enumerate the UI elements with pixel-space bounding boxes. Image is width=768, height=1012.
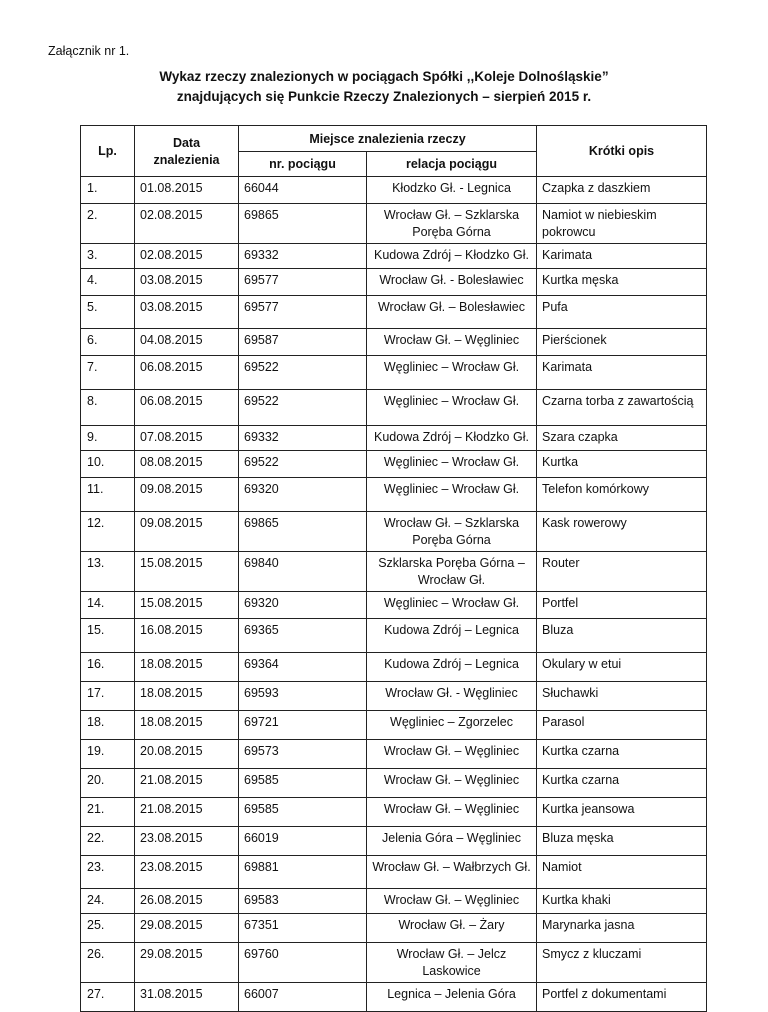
row-description: Portfel (537, 592, 707, 619)
table-row (81, 204, 707, 244)
row-route: Wrocław Gł. – Wałbrzych Gł. (367, 856, 537, 889)
row-train-number: 69522 (239, 451, 367, 478)
row-date: 06.08.2015 (135, 356, 239, 390)
table-row (81, 329, 707, 356)
row-description: Czarna torba z zawartością (537, 390, 707, 426)
row-route: Kudowa Zdrój – Legnica (367, 619, 537, 653)
table-row (81, 711, 707, 740)
row-train-number: 69587 (239, 329, 367, 356)
row-number: 25. (81, 914, 135, 943)
row-route: Wrocław Gł. – Węgliniec (367, 889, 537, 914)
row-number: 23. (81, 856, 135, 889)
row-train-number: 66007 (239, 983, 367, 1012)
row-route: Kłodzko Gł. - Legnica (367, 177, 537, 204)
row-date: 08.08.2015 (135, 451, 239, 478)
lost-items-table (80, 125, 707, 1012)
row-date: 15.08.2015 (135, 552, 239, 592)
row-date: 29.08.2015 (135, 943, 239, 983)
row-description: Parasol (537, 711, 707, 740)
row-description: Kurtka khaki (537, 889, 707, 914)
row-date: 29.08.2015 (135, 914, 239, 943)
row-date: 09.08.2015 (135, 478, 239, 512)
row-train-number: 69721 (239, 711, 367, 740)
row-train-number: 69320 (239, 478, 367, 512)
row-date: 02.08.2015 (135, 244, 239, 269)
table-row (81, 356, 707, 390)
row-number: 10. (81, 451, 135, 478)
row-route: Wrocław Gł. – Węgliniec (367, 740, 537, 769)
row-date: 01.08.2015 (135, 177, 239, 204)
row-route: Legnica – Jelenia Góra (367, 983, 537, 1012)
row-date: 21.08.2015 (135, 798, 239, 827)
table-row (81, 769, 707, 798)
row-number: 1. (81, 177, 135, 204)
row-date: 23.08.2015 (135, 856, 239, 889)
row-number: 8. (81, 390, 135, 426)
row-train-number: 69522 (239, 356, 367, 390)
table-row (81, 451, 707, 478)
row-number: 15. (81, 619, 135, 653)
table-row (81, 619, 707, 653)
table-row (81, 552, 707, 592)
table-row (81, 682, 707, 711)
row-route: Węgliniec – Wrocław Gł. (367, 451, 537, 478)
row-number: 26. (81, 943, 135, 983)
row-route: Wrocław Gł. – Węgliniec (367, 329, 537, 356)
row-route: Węgliniec – Wrocław Gł. (367, 356, 537, 390)
header-train-number: nr. pociągu (239, 152, 367, 177)
row-number: 22. (81, 827, 135, 856)
table-row (81, 426, 707, 451)
row-date: 06.08.2015 (135, 390, 239, 426)
row-route: Kudowa Zdrój – Kłodzko Gł. (367, 244, 537, 269)
row-description: Karimata (537, 356, 707, 390)
row-description: Bluza (537, 619, 707, 653)
row-number: 2. (81, 204, 135, 244)
table-row (81, 478, 707, 512)
row-route: Jelenia Góra – Węgliniec (367, 827, 537, 856)
row-description: Namiot w niebieskim pokrowcu (537, 204, 707, 244)
annex-label: Załącznik nr 1. (48, 44, 130, 58)
row-route: Węgliniec – Wrocław Gł. (367, 478, 537, 512)
table-row (81, 889, 707, 914)
row-train-number: 66044 (239, 177, 367, 204)
row-date: 16.08.2015 (135, 619, 239, 653)
row-description: Pufa (537, 296, 707, 329)
row-description: Pierścionek (537, 329, 707, 356)
row-train-number: 69332 (239, 244, 367, 269)
row-description: Telefon komórkowy (537, 478, 707, 512)
row-train-number: 69320 (239, 592, 367, 619)
row-number: 27. (81, 983, 135, 1012)
row-route: Węgliniec – Wrocław Gł. (367, 390, 537, 426)
row-route: Wrocław Gł. – Żary (367, 914, 537, 943)
table-row (81, 914, 707, 943)
row-description: Marynarka jasna (537, 914, 707, 943)
table-row (81, 798, 707, 827)
row-route: Wrocław Gł. - Węgliniec (367, 682, 537, 711)
row-train-number: 69365 (239, 619, 367, 653)
row-route: Wrocław Gł. – Węgliniec (367, 769, 537, 798)
row-description: Słuchawki (537, 682, 707, 711)
row-description: Okulary w etui (537, 653, 707, 682)
row-number: 17. (81, 682, 135, 711)
row-date: 26.08.2015 (135, 889, 239, 914)
row-description: Kurtka męska (537, 269, 707, 296)
row-description: Kask rowerowy (537, 512, 707, 552)
row-number: 13. (81, 552, 135, 592)
row-number: 16. (81, 653, 135, 682)
document-title-line-2: znajdujących się Punkcie Rzeczy Znalezionych – sierpień 2015 r. (176, 89, 592, 104)
row-date: 02.08.2015 (135, 204, 239, 244)
row-number: 11. (81, 478, 135, 512)
table-row (81, 269, 707, 296)
row-train-number: 69364 (239, 653, 367, 682)
row-date: 23.08.2015 (135, 827, 239, 856)
row-train-number: 69522 (239, 390, 367, 426)
row-train-number: 69577 (239, 269, 367, 296)
table-row (81, 592, 707, 619)
row-route: Wrocław Gł. – Bolesławiec (367, 296, 537, 329)
row-route: Wrocław Gł. – Szklarska Poręba Górna (367, 512, 537, 552)
table-row (81, 983, 707, 1012)
row-train-number: 67351 (239, 914, 367, 943)
row-number: 6. (81, 329, 135, 356)
row-train-number: 69881 (239, 856, 367, 889)
row-train-number: 66019 (239, 827, 367, 856)
row-description: Czapka z daszkiem (537, 177, 707, 204)
row-date: 03.08.2015 (135, 269, 239, 296)
row-number: 19. (81, 740, 135, 769)
row-description: Router (537, 552, 707, 592)
table-row (81, 177, 707, 204)
row-date: 03.08.2015 (135, 296, 239, 329)
row-train-number: 69332 (239, 426, 367, 451)
table-row (81, 740, 707, 769)
row-train-number: 69585 (239, 798, 367, 827)
row-description: Kurtka (537, 451, 707, 478)
row-date: 18.08.2015 (135, 653, 239, 682)
table-row (81, 827, 707, 856)
row-route: Szklarska Poręba Górna – Wrocław Gł. (367, 552, 537, 592)
row-number: 24. (81, 889, 135, 914)
row-route: Wrocław Gł. – Szklarska Poręba Górna (367, 204, 537, 244)
row-train-number: 69865 (239, 204, 367, 244)
row-number: 12. (81, 512, 135, 552)
row-date: 20.08.2015 (135, 740, 239, 769)
row-date: 31.08.2015 (135, 983, 239, 1012)
row-description: Portfel z dokumentami (537, 983, 707, 1012)
row-train-number: 69573 (239, 740, 367, 769)
row-route: Węgliniec – Wrocław Gł. (367, 592, 537, 619)
table-row (81, 244, 707, 269)
row-date: 18.08.2015 (135, 711, 239, 740)
row-train-number: 69840 (239, 552, 367, 592)
header-date: Data znalezienia (135, 126, 239, 177)
row-route: Wrocław Gł. – Węgliniec (367, 798, 537, 827)
row-route: Węgliniec – Zgorzelec (367, 711, 537, 740)
row-date: 18.08.2015 (135, 682, 239, 711)
row-train-number: 69585 (239, 769, 367, 798)
header-place: Miejsce znalezienia rzeczy (239, 126, 537, 152)
row-date: 21.08.2015 (135, 769, 239, 798)
row-description: Namiot (537, 856, 707, 889)
row-number: 4. (81, 269, 135, 296)
row-train-number: 69577 (239, 296, 367, 329)
table-row (81, 512, 707, 552)
row-date: 09.08.2015 (135, 512, 239, 552)
row-number: 5. (81, 296, 135, 329)
row-description: Kurtka czarna (537, 769, 707, 798)
row-number: 9. (81, 426, 135, 451)
row-date: 15.08.2015 (135, 592, 239, 619)
row-number: 7. (81, 356, 135, 390)
table-row (81, 296, 707, 329)
row-route: Wrocław Gł. – Jelcz Laskowice (367, 943, 537, 983)
row-number: 21. (81, 798, 135, 827)
row-route: Kudowa Zdrój – Legnica (367, 653, 537, 682)
row-description: Kurtka czarna (537, 740, 707, 769)
row-number: 20. (81, 769, 135, 798)
header-train-route: relacja pociągu (367, 152, 537, 177)
row-number: 18. (81, 711, 135, 740)
row-train-number: 69865 (239, 512, 367, 552)
table-row (81, 943, 707, 983)
row-train-number: 69583 (239, 889, 367, 914)
table-row (81, 856, 707, 889)
row-description: Smycz z kluczami (537, 943, 707, 983)
row-date: 07.08.2015 (135, 426, 239, 451)
table-row (81, 390, 707, 426)
row-train-number: 69593 (239, 682, 367, 711)
row-train-number: 69760 (239, 943, 367, 983)
row-route: Kudowa Zdrój – Kłodzko Gł. (367, 426, 537, 451)
header-lp: Lp. (81, 126, 135, 177)
row-number: 3. (81, 244, 135, 269)
row-description: Kurtka jeansowa (537, 798, 707, 827)
row-description: Szara czapka (537, 426, 707, 451)
row-description: Karimata (537, 244, 707, 269)
row-route: Wrocław Gł. - Bolesławiec (367, 269, 537, 296)
header-description: Krótki opis (537, 126, 707, 177)
row-number: 14. (81, 592, 135, 619)
document-title-line-1: Wykaz rzeczy znalezionych w pociągach Spółki ,,Koleje Dolnośląskie” (159, 69, 609, 84)
row-description: Bluza męska (537, 827, 707, 856)
table-row (81, 653, 707, 682)
row-date: 04.08.2015 (135, 329, 239, 356)
